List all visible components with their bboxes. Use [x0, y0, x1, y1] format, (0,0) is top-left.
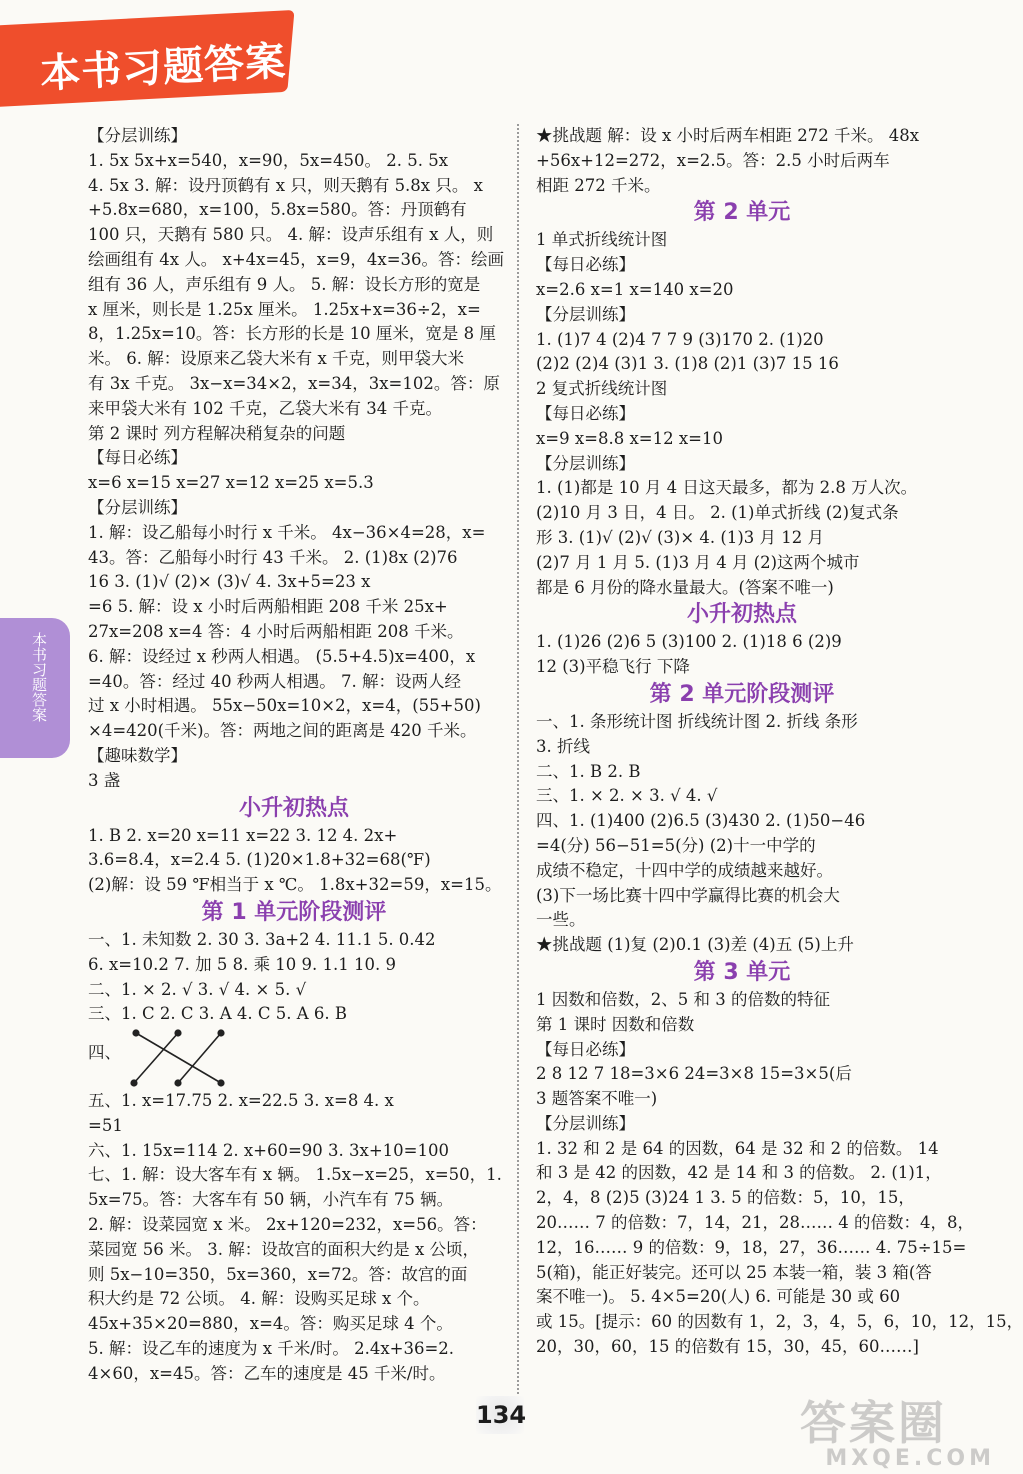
text-line: 五、1. x=17.75 2. x=22.5 3. x=8 4. x — [88, 1091, 394, 1111]
text-line: 【分层训练】 — [88, 126, 187, 145]
text-line: 案不唯一)。 5. 4×5=20(人) 6. 可能是 30 或 60 — [536, 1287, 901, 1307]
banner — [0, 0, 300, 115]
text-line: 1. (1)7 4 (2)4 7 7 9 (3)170 2. (1)20 — [536, 329, 824, 349]
text-line: 1 因数和倍数，2、5 和 3 的倍数的特征 — [536, 989, 830, 1009]
page-number: 134 — [476, 1396, 524, 1434]
right-hot-lines — [536, 630, 948, 680]
text-line: ×4=420(千米)。答：两地之间的距离是 420 千米。 — [88, 721, 477, 741]
text-line: 二、1. B 2. B — [536, 761, 641, 781]
text-line: 成绩不稳定，十四中学的成绩越来越好。 — [536, 860, 833, 880]
text-line: 来甲袋大米有 102 千克，乙袋大米有 34 千克。 — [88, 398, 442, 418]
text-line: (2)7 月 1 月 5. (1)3 月 4 月 (2)这两个城市 — [536, 552, 860, 572]
text-line: (3)下一场比赛十四中学赢得比赛的机会大 — [536, 885, 840, 905]
text-line: 45x+35×20=880，x=4。答：购买足球 4 个。 — [88, 1314, 453, 1334]
matching-figure — [88, 1027, 500, 1089]
text-line: 【趣味数学】 — [88, 745, 187, 765]
text-line: 1 单式折线统计图 — [536, 230, 668, 250]
unit2-lines — [536, 228, 948, 600]
right-hot-title: 小升初热点 — [686, 602, 797, 628]
left-column — [88, 124, 505, 1387]
text-line: 米。 6. 解：设原来乙袋大米有 x 千克，则甲袋大米 — [88, 349, 465, 369]
text-line: 5x=75。答：大客车有 50 辆，小汽车有 75 辆。 — [88, 1190, 454, 1210]
text-line: 七、1. 解：设大客车有 x 辆。 1.5x−x=25，x=50，1. — [88, 1165, 502, 1185]
unit1-test-lines-a — [88, 928, 500, 1027]
right-column — [536, 124, 1023, 1360]
text-line: 1. (1)都是 10 月 4 日这天最多，都为 2.8 万人次。 — [536, 478, 918, 498]
text-line: =4(分) 56−51=5(分) (2)十一中学的 — [536, 835, 816, 855]
challenge-lines — [536, 124, 948, 198]
text-line: 16 3. (1)√ (2)× (3)√ 4. 3x+5=23 x — [88, 572, 371, 592]
text-line: 6. 解：设经过 x 秒两人相遇。 (5.5+4.5)x=400，x — [88, 646, 476, 666]
text-line: 和 3 是 42 的因数，42 是 14 和 3 的倍数。 2. (1)1， — [536, 1163, 942, 1183]
text-line: 一些。 — [536, 910, 586, 930]
text-line: 8，1.25x=10。答：长方形的长是 10 厘米，宽是 8 厘 — [88, 324, 496, 344]
text-line: 【分层训练】 — [536, 1113, 635, 1133]
text-line: =40。答：经过 40 秒两人相遇。 7. 解：设两人经 — [88, 671, 462, 691]
text-line: 3.6=8.4，x=2.4 5. (1)20×1.8+32=68(℉) — [88, 850, 431, 870]
text-line: 【每日必练】 — [536, 1039, 635, 1059]
text-line: 【每日必练】 — [88, 448, 187, 468]
text-line: 菜园宽 56 米。 3. 解：设故宫的面积大约是 x 公顷， — [88, 1239, 480, 1259]
text-line: 积大约是 72 公顷。 4. 解：设购买足球 x 个。 — [88, 1289, 430, 1309]
text-line: 二、1. × 2. √ 3. √ 4. × 5. √ — [88, 979, 307, 999]
text-line: x=9 x=8.8 x=12 x=10 — [536, 428, 723, 448]
text-line: ★挑战题 解：设 x 小时后两车相距 272 千米。 48x — [536, 126, 920, 145]
unit2-test-lines — [536, 710, 948, 958]
left-hot-title: 小升初热点 — [238, 795, 349, 821]
text-line: 20，30，60，15 的倍数有 15，30，45，60……] — [536, 1337, 919, 1357]
text-line: 相距 272 千米。 — [536, 175, 661, 195]
text-line: 【分层训练】 — [88, 497, 187, 517]
text-line: 三、1. C 2. C 3. A 4. C 5. A 6. B — [88, 1004, 347, 1024]
text-line: 一、1. 条形统计图 折线统计图 2. 折线 条形 — [536, 711, 858, 731]
text-line: 过 x 小时相遇。 55x−50x=10×2，x=4，(55+50) — [88, 696, 481, 716]
banner-title: 本书习题答案 — [39, 38, 288, 98]
text-line: 100 只，天鹅有 580 只。 4. 解：设声乐组有 x 人，则 — [88, 225, 494, 245]
text-line: 一、1. 未知数 2. 30 3. 3a+2 4. 11.1 5. 0.42 — [88, 929, 436, 949]
text-line: (2)2 (2)4 (3)1 3. (1)8 (2)1 (3)7 15 16 — [536, 354, 839, 374]
figure-label: 四、 — [88, 1043, 121, 1063]
left-lines — [88, 124, 505, 794]
text-line: 1. 32 和 2 是 64 的因数，64 是 32 和 2 的倍数。 14 — [536, 1138, 939, 1158]
side-tab-label: 本书习题答案 — [30, 632, 48, 722]
text-line: 组有 36 人，声乐组有 9 人。 5. 解：设长方形的宽是 — [88, 274, 481, 294]
text-line: ★挑战题 (1)复 (2)0.1 (3)差 (4)五 (5)上升 — [536, 935, 854, 955]
text-line: 形 3. (1)√ (2)√ (3)× 4. (1)3 月 12 月 — [536, 527, 825, 547]
text-line: x 厘米，则长是 1.25x 厘米。 1.25x+x=36÷2，x= — [88, 299, 481, 319]
text-line: 12，16…… 9 的倍数：9，18，27，36…… 4. 75÷15= — [536, 1237, 967, 1257]
text-line: 都是 6 月份的降水量最大。(答案不唯一) — [536, 577, 834, 597]
text-line: x=6 x=15 x=27 x=12 x=25 x=5.3 — [88, 473, 374, 493]
text-line: (2)10 月 3 日，4 日。 2. (1)单式折线 (2)复式条 — [536, 503, 899, 523]
matching-lines-diagram — [126, 1027, 256, 1089]
text-line: +56x+12=272，x=2.5。答：2.5 小时后两车 — [536, 150, 890, 170]
text-line: =51 — [88, 1115, 123, 1135]
unit2-title: 第 2 单元 — [693, 200, 791, 226]
text-line: 1. 解：设乙船每小时行 x 千米。 4x−36×4=28，x= — [88, 522, 486, 542]
watermark-big: 答案圈 — [800, 1396, 947, 1450]
text-line: 2，4，8 (2)5 (3)24 1 3. 5 的倍数：5，10，15， — [536, 1188, 915, 1208]
text-line: 2 8 12 7 18=3×6 24=3×8 15=3×5(后 — [536, 1064, 852, 1084]
text-line: 有 3x 千克。 3x−x=34×2，x=34，3x=102。答：原 — [88, 373, 500, 393]
watermark-logo — [800, 1398, 995, 1470]
text-line: 12 (3)平稳飞行 下降 — [536, 657, 690, 677]
text-line: 【分层训练】 — [536, 453, 635, 473]
unit3-lines — [536, 988, 1023, 1360]
text-line: 6. x=10.2 7. 加 5 8. 乘 10 9. 1.1 10. 9 — [88, 954, 397, 974]
text-line: 27x=208 x=4 答：4 小时后两船相距 208 千米。 — [88, 621, 464, 641]
text-line: 绘画组有 4x 人。 x+4x=45，x=9，4x=36。答：绘画 — [88, 249, 505, 269]
text-line: 1. (1)26 (2)6 5 (3)100 2. (1)18 6 (2)9 — [536, 632, 842, 652]
unit1-test-title: 第 1 单元阶段测评 — [201, 899, 387, 925]
text-line: 20…… 7 的倍数：7，14，21，28…… 4 的倍数：4，8， — [536, 1213, 974, 1233]
unit1-test-lines-b — [88, 1089, 500, 1387]
text-line: 【每日必练】 — [536, 403, 635, 423]
watermark-small: MXQE.COM — [825, 1446, 995, 1471]
text-line: 4×60，x=45。答：乙车的速度是 45 千米/时。 — [88, 1363, 446, 1383]
text-line: 1. B 2. x=20 x=11 x=22 3. 12 4. 2x+ — [88, 825, 398, 845]
text-line: 43。答：乙船每小时行 43 千米。 2. (1)8x (2)76 — [88, 547, 458, 567]
text-line: 3 题答案不唯一) — [536, 1089, 658, 1109]
unit3-title: 第 3 单元 — [693, 959, 791, 985]
text-line: 3. 折线 — [536, 736, 590, 756]
text-line: 第 2 课时 列方程解决稍复杂的问题 — [88, 423, 346, 443]
text-line: 3 盏 — [88, 770, 121, 790]
text-line: 【每日必练】 — [536, 255, 635, 275]
unit2-test-title: 第 2 单元阶段测评 — [649, 681, 835, 707]
side-tab — [0, 618, 70, 758]
text-line: x=2.6 x=1 x=140 x=20 — [536, 279, 734, 299]
text-line: 1. 5x 5x+x=540，x=90，5x=450。 2. 5. 5x — [88, 150, 449, 170]
text-line: 4. 5x 3. 解：设丹顶鹤有 x 只，则天鹅有 5.8x 只。 x — [88, 175, 483, 195]
text-line: +5.8x=680，x=100，5.8x=580。答：丹顶鹤有 — [88, 200, 467, 220]
text-line: 5(箱)，能正好装完。还可以 25 本装一箱，装 3 箱(答 — [536, 1262, 932, 1282]
left-hot-lines — [88, 824, 500, 898]
text-line: 则 5x−10=350，5x=360，x=72。答：故宫的面 — [88, 1264, 468, 1284]
text-line: =6 5. 解：设 x 小时后两船相距 208 千米 25x+ — [88, 597, 448, 617]
text-line: 2 复式折线统计图 — [536, 379, 668, 399]
text-line: (2)解：设 59 ℉相当于 x ℃。 1.8x+32=59，x=15。 — [88, 875, 502, 895]
text-line: 【分层训练】 — [536, 304, 635, 324]
text-line: 5. 解：设乙车的速度为 x 千米/时。 2.4x+36=2. — [88, 1339, 455, 1359]
text-line: 三、1. × 2. × 3. √ 4. √ — [536, 786, 718, 806]
text-line: 或 15。[提示：60 的因数有 1，2，3，4，5，6，10，12，15， — [536, 1312, 1023, 1332]
text-line: 六、1. 15x=114 2. x+60=90 3. 3x+10=100 — [88, 1140, 449, 1160]
text-line: 四、1. (1)400 (2)6.5 (3)430 2. (1)50−46 — [536, 811, 866, 831]
text-line: 2. 解：设菜园宽 x 米。 2x+120=232，x=56。答： — [88, 1215, 487, 1235]
text-line: 第 1 课时 因数和倍数 — [536, 1014, 695, 1034]
column-divider — [517, 124, 519, 1394]
